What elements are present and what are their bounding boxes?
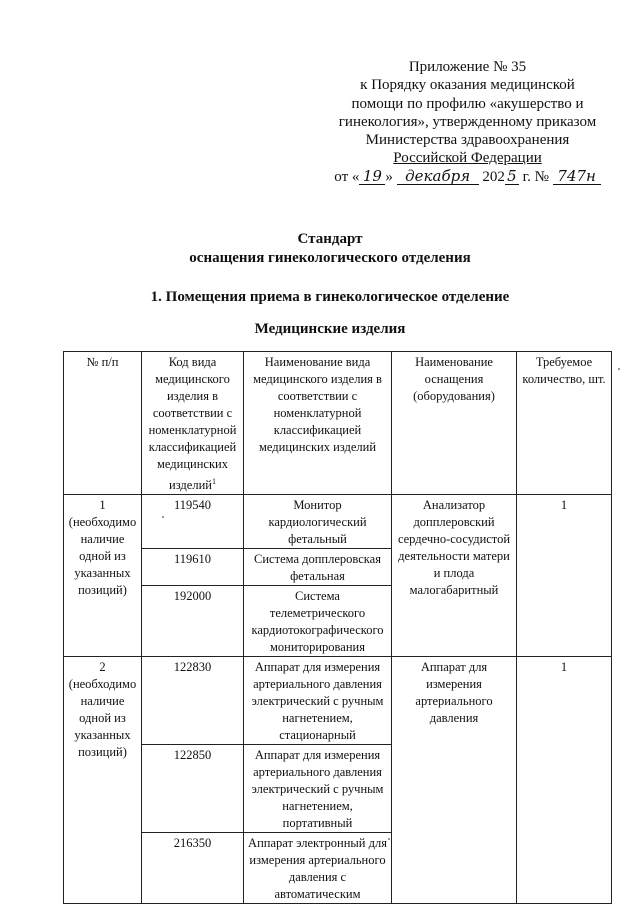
appendix-number: Приложение № 35 — [408, 59, 527, 75]
appendix-header — [325, 58, 610, 186]
group-1-item-2-code: 119610 — [142, 549, 244, 586]
group-2-item-1-name: Аппарат для измерения артериального давления электрический с ручным нагнетением, стационарный — [244, 657, 392, 745]
table-row — [64, 495, 612, 549]
subsection-heading: Медицинские изделия — [254, 321, 406, 337]
appendix-order-ref: к Порядку оказания медицинской — [360, 77, 575, 94]
handwritten-day: 19 — [359, 168, 385, 185]
date-prefix: от « — [334, 168, 360, 185]
appendix-profile: помощи по профилю «акушерство и — [351, 95, 584, 112]
handwritten-month: декабря — [397, 168, 479, 185]
document-title — [0, 230, 640, 268]
header-num: № п/п — [64, 352, 142, 495]
group-2-item-3-name: Аппарат электронный для измерения артериального давления с автоматическим — [244, 833, 392, 904]
group-1-item-2-name: Система допплеровская фетальная — [244, 549, 392, 586]
equipment-table — [63, 351, 612, 904]
header-code-footnote: 1 — [211, 477, 216, 486]
header-equipment: Наименование оснащения (оборудования) — [392, 352, 517, 495]
group-2-item-2-name: Аппарат для измерения артериального давления электрический с ручным нагнетением, портативный — [244, 745, 392, 833]
header-code — [142, 352, 244, 495]
order-number-label: г. № — [522, 168, 549, 185]
group-2-equipment: Аппарат для измерения артериального давления — [392, 657, 517, 904]
header-code-text: Код вида медицинского изделия в соответствии с номенклатурной классификацией медицинских изделий — [148, 355, 237, 493]
group-1-item-3-code: 192000 — [142, 586, 244, 657]
appendix-approved: гинекология», утвержденному приказом — [338, 113, 597, 130]
group-2-item-2-code: 122850 — [142, 745, 244, 833]
group-1-num: 1 (необходимо наличие одной из указанных позиций) — [64, 495, 142, 657]
table-row — [64, 657, 612, 745]
section-heading: 1. Помещения приема в гинекологическое отделение — [150, 289, 510, 305]
group-2-num: 2 (необходимо наличие одной из указанных позиций) — [64, 657, 142, 904]
scan-speck — [162, 516, 164, 518]
group-2-qty: 1 — [517, 657, 612, 904]
group-1-item-1-code: 119540 — [142, 495, 244, 549]
title-line-2: оснащения гинекологического отделения — [189, 250, 471, 266]
group-1-qty: 1 — [517, 495, 612, 657]
title-line-1: Стандарт — [297, 231, 363, 247]
year-prefix: 202 — [482, 168, 505, 185]
group-2-item-3-code: 216350 — [142, 833, 244, 904]
handwritten-year-digit: 5 — [505, 168, 519, 185]
group-1-equipment: Анализатор допплеровский сердечно-сосудистой деятельности матери и плода малогабаритный — [392, 495, 517, 657]
table-header-row — [64, 352, 612, 495]
group-2-item-1-code: 122830 — [142, 657, 244, 745]
header-name: Наименование вида медицинского изделия в соответствии с номенклатурной классификацией медицинских изделий — [244, 352, 392, 495]
header-qty: Требуемое количество, шт. — [517, 352, 612, 495]
group-1-item-3-name: Система телеметрического кардиотокографического мониторирования — [244, 586, 392, 657]
order-date-line: от « 19 » декабря 202 5 г. № 747н — [325, 168, 610, 186]
appendix-country: Российской Федерации — [393, 150, 542, 167]
scan-speck — [388, 838, 390, 840]
scan-speck — [618, 368, 620, 370]
appendix-ministry: Министерства здравоохранения — [365, 132, 570, 149]
handwritten-order-number: 747н — [553, 168, 601, 185]
group-1-item-1-name: Монитор кардиологический фетальный — [244, 495, 392, 549]
